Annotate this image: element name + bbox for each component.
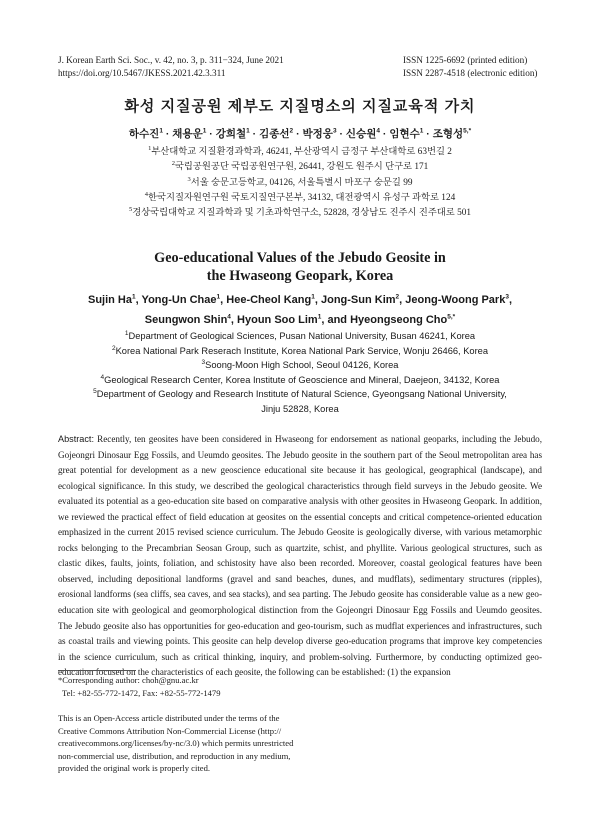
affiliation-line	[0, 387, 600, 402]
author-separator: ·	[379, 128, 390, 140]
abstract-text: Recently, ten geosites have been considered in Hwaseong for endorsement as national geoparks, including the Jebudo, Gojeongri Dinosaur Egg Fossils, and Ueumdo geosites. The Jebudo geosite in the southern part of the Seoul metropolitan area has great potential for development as a new geoscience educational site because it has geological, geographical (landscape), and ecological significance. In this study, we described the geological characteristics through field surveys in the Jebudo geosite. We evaluated its potential as a geo-education site based on comparative analysis with other geosites in Hwaseong Geopark. In addition, we reviewed the practical effect of field education at geosites on the essential concepts and critical competence-oriented education emphasized in the current 2015 revised science curriculum. The Jebudo Geosite is geologically diverse, with various metamorphic rocks belonging to the Precambrian Seosan Group, such as quartzite, schist, and phyllite. Various geological structures, such as clastic dikes, faults, joints, foliation, and schistosity have also been recorded. Moreover, coastal geological features have been observed, including depositional landforms (gravel and sand beaches, dunes, and mudflats), sedimentary structures (ripples), erosional landforms (sea cliffs, sea caves, and sea stacks), and sea parting. The Jebudo geosite has considerable value as a new geo-education site with geological and geomorphological distinction from the Gojeongri Dinosaur Egg Fossils and Ueumdo geosites. The Jebudo geosite also has opportunities for geo-education and geo-tourism, such as mudflat experiences and infrastructures, such as coastal trails and viewing points. This geosite can help develop diverse geo-education programs that improve key competencies in the science curriculum, such as critical thinking, inquiry, and problem-solving. Furthermore, by conducting optimized geo-education focused on the characteristics of each geosite, the following can be established: (1) the expansion	[58, 434, 542, 678]
license-line: creativecommons.org/licenses/by-nc/3.0) which permits unrestricted	[58, 738, 294, 748]
affiliation-number: 4	[100, 373, 105, 381]
author-affiliation-mark: 4	[227, 313, 231, 321]
affiliation-line	[0, 206, 600, 221]
author-name: 김종선	[259, 128, 290, 140]
author-affiliation-mark: 3	[332, 127, 337, 135]
license-line: provided the original work is properly cited.	[58, 763, 211, 773]
affiliation-text: Korea National Park Reserach Institute, Korea National Park Service, Wonju 26466, Korea	[115, 345, 489, 356]
affiliation-number: 2	[171, 160, 175, 168]
english-authors-line2	[0, 310, 600, 330]
affiliation-line	[0, 329, 600, 344]
affiliation-line	[0, 145, 600, 160]
affiliation-number: 2	[111, 344, 116, 352]
corresponding-author: *Corresponding author: choh@gnu.ac.kr	[58, 675, 199, 685]
english-affiliations	[0, 329, 600, 417]
contact-info: Tel: +82-55-772-1472, Fax: +82-55-772-1479	[62, 687, 221, 698]
affiliation-line	[0, 344, 600, 359]
author-separator: ,	[508, 294, 513, 306]
author-affiliation-mark: 5,*	[447, 313, 456, 321]
author-name: Hyoun Soo Lim	[237, 314, 318, 326]
journal-citation: J. Korean Earth Sci. Soc., v. 42, no. 3, p. 311−324, June 2021	[58, 55, 284, 65]
author-separator: ·	[162, 128, 173, 140]
author-separator: ·	[423, 128, 433, 140]
author-affiliation-mark: 2	[395, 293, 400, 301]
affiliation-text: 서울 숭문고등학교, 04126, 서울특별시 마포구 숭문길 99	[190, 177, 413, 188]
affiliation-number: 3	[187, 175, 191, 183]
author-separator: ,	[314, 294, 321, 306]
affiliation-text: Department of Geological Sciences, Pusan National University, Busan 46241, Korea	[128, 331, 476, 341]
affiliation-text: 한국지질자원연구원 국토지질연구본부, 34132, 대전광역시 유성구 과학로 124	[148, 192, 456, 203]
author-affiliation-mark: 1	[317, 313, 322, 321]
affiliation-line	[0, 402, 600, 417]
author-name: Sujin Ha	[87, 294, 132, 306]
author-separator: ·	[249, 128, 260, 140]
author-separator: ·	[336, 128, 346, 140]
author-name: Hee-Cheol Kang	[226, 294, 312, 306]
author-separator: ·	[206, 128, 216, 140]
english-authors	[0, 290, 600, 330]
author-affiliation-mark: 1	[216, 293, 221, 301]
english-title	[0, 249, 600, 285]
affiliation-number: 5	[128, 206, 133, 214]
author-affiliation-mark: 1	[419, 127, 424, 135]
english-title-line2: the Hwaseong Geopark, Korea	[206, 268, 394, 284]
affiliation-number: 3	[201, 359, 206, 367]
author-separator: , and	[321, 314, 351, 326]
author-affiliation-mark: 3	[505, 293, 509, 301]
affiliation-number: 1	[148, 144, 152, 152]
author-separator: ,	[220, 294, 227, 306]
korean-title: 화성 지질공원 제부도 지질명소의 지질교육적 가치	[124, 98, 476, 115]
korean-authors	[0, 126, 600, 141]
affiliation-line	[0, 160, 600, 175]
author-separator: ,	[230, 314, 238, 326]
author-affiliation-mark: 1	[246, 127, 250, 135]
author-affiliation-mark: 1	[202, 127, 207, 135]
affiliation-number: 4	[144, 190, 148, 198]
footnote-divider	[58, 670, 136, 671]
author-name: Jong-Sun Kim	[320, 294, 396, 306]
author-affiliation-mark: 4	[376, 127, 380, 135]
affiliation-text: 부산대학교 지질환경과학과, 46241, 부산광역시 금정구 부산대학로 63번길 2	[151, 147, 452, 157]
affiliation-number: 1	[124, 329, 129, 337]
doi-link[interactable]: https://doi.org/10.5467/JKESS.2021.42.3.311	[58, 68, 226, 78]
author-separator: ·	[293, 128, 303, 140]
author-affiliation-mark: 5,*	[463, 127, 472, 135]
affiliation-line	[0, 191, 600, 206]
author-name: 임현수	[389, 128, 420, 140]
affiliation-text: Soong-Moon High School, Seoul 04126, Korea	[205, 360, 399, 371]
affiliation-number: 5	[93, 388, 97, 396]
license-line: non-commercial use, distribution, and reproduction in any medium,	[58, 750, 291, 761]
license-line: This is an Open-Access article distributed under the terms of the	[58, 713, 280, 723]
abstract-label: Abstract:	[58, 434, 95, 444]
issn-print: ISSN 1225-6692 (printed edition)	[403, 55, 528, 65]
author-affiliation-mark: 2	[289, 127, 294, 135]
affiliation-text: Jinju 52828, Korea	[261, 403, 339, 414]
korean-affiliations	[0, 145, 600, 221]
footnote	[58, 674, 221, 699]
license-notice	[58, 712, 318, 775]
author-name: Seungwon Shin	[144, 314, 228, 326]
affiliation-line	[0, 176, 600, 191]
author-name: 강희철	[215, 128, 247, 140]
affiliation-text: 경상국립대학교 지질과학과 및 기초과학연구소, 52828, 경상남도 진주시 진주대로 501	[132, 208, 472, 219]
author-separator: ,	[399, 294, 406, 306]
license-line: Creative Commons Attribution Non-Commercial License (http://	[58, 725, 282, 736]
affiliation-text: 국립공원공단 국립공원연구원, 26441, 강원도 원주시 단구로 171	[174, 162, 429, 173]
author-name: Yong-Un Chae	[141, 294, 217, 306]
author-name: 신승원	[345, 128, 377, 140]
author-name: Hyeongseong Cho	[350, 314, 448, 326]
author-separator: ,	[135, 294, 142, 306]
author-name: 채용운	[172, 128, 203, 140]
author-name: 조형성	[432, 128, 464, 140]
author-name: 박정웅	[302, 128, 333, 140]
author-name: Jeong-Woong Park	[405, 294, 506, 306]
affiliation-line	[0, 358, 600, 373]
journal-header	[58, 54, 284, 80]
affiliation-text: Geological Research Center, Korea Institute of Geoscience and Mineral, Daejeon, 34132, Korea	[104, 374, 500, 385]
author-name: 하수진	[128, 128, 160, 140]
english-title-line1: Geo-educational Values of the Jebudo Geosite in	[154, 250, 446, 266]
author-affiliation-mark: 1	[132, 293, 136, 301]
author-affiliation-mark: 1	[311, 293, 315, 301]
issn-block	[403, 54, 537, 80]
issn-electronic: ISSN 2287-4518 (electronic edition)	[403, 68, 538, 78]
english-authors-line1	[0, 290, 600, 310]
affiliation-line	[0, 373, 600, 388]
author-affiliation-mark: 1	[159, 127, 163, 135]
affiliation-text: Department of Geology and Research Institute of Natural Science, Gyeongsang National University,	[96, 389, 507, 400]
abstract	[58, 432, 542, 681]
